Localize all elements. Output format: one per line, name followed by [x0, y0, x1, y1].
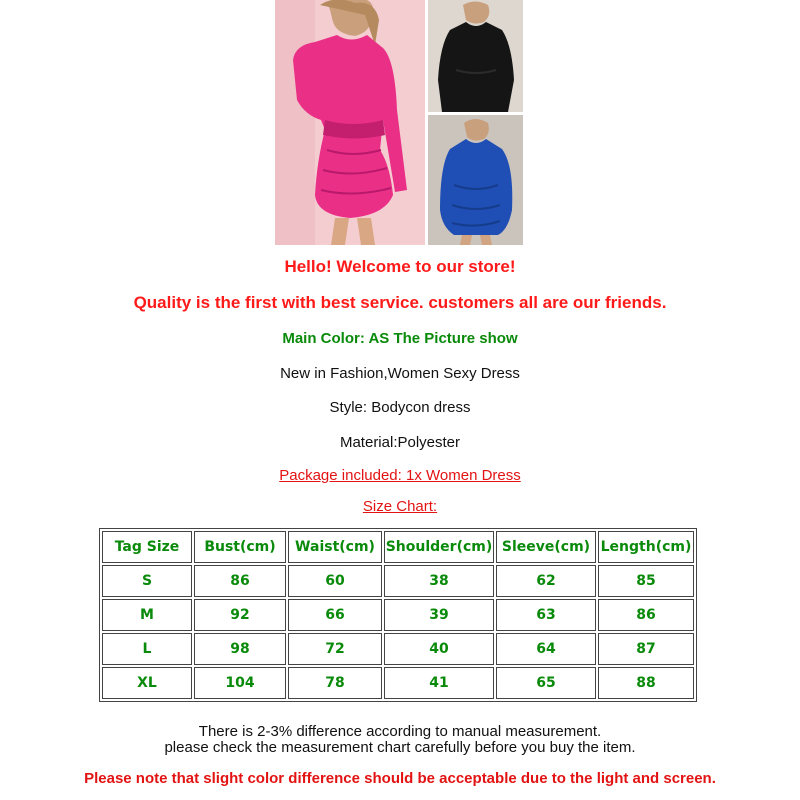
table-cell: 87: [598, 633, 694, 665]
quality-statement: Quality is the first with best service. customers all are our friends.: [133, 293, 667, 312]
table-cell: 88: [598, 667, 694, 699]
measurement-note: There is 2-3% difference according to manual measurement.: [198, 723, 602, 740]
table-cell: 86: [598, 599, 694, 631]
table-cell: 41: [384, 667, 494, 699]
table-cell: M: [102, 599, 192, 631]
table-cell: 39: [384, 599, 494, 631]
table-cell: 65: [496, 667, 596, 699]
table-cell: 92: [194, 599, 286, 631]
table-header-cell: Shoulder(cm): [384, 531, 494, 563]
table-row: [102, 667, 694, 699]
table-cell: 104: [194, 667, 286, 699]
table-cell: 62: [496, 565, 596, 597]
table-cell: 40: [384, 633, 494, 665]
model-blue-dress-photo: [428, 115, 523, 245]
size-chart-heading: Size Chart:: [362, 498, 438, 515]
color-difference-note: Please note that slight color difference should be acceptable due to the light and screen.: [84, 770, 716, 787]
table-cell: 85: [598, 565, 694, 597]
table-cell: S: [102, 565, 192, 597]
table-cell: 86: [194, 565, 286, 597]
product-photos: [275, 0, 523, 245]
table-header-cell: Bust(cm): [194, 531, 286, 563]
table-cell: 66: [288, 599, 382, 631]
style-text: Style: Bodycon dress: [329, 399, 471, 416]
size-chart-table: [99, 528, 697, 702]
table-header-row: [102, 531, 694, 563]
table-cell: 63: [496, 599, 596, 631]
table-row: [102, 633, 694, 665]
package-included-text: Package included: 1x Women Dress: [279, 467, 521, 484]
table-cell: XL: [102, 667, 192, 699]
material-text: Material:Polyester: [339, 434, 461, 451]
table-cell: 60: [288, 565, 382, 597]
table-cell: L: [102, 633, 192, 665]
table-cell: 38: [384, 565, 494, 597]
main-color-text: Main Color: AS The Picture show: [282, 330, 518, 347]
measurement-check-note: please check the measurement chart carefully before you buy the item.: [164, 739, 636, 756]
table-cell: 64: [496, 633, 596, 665]
fashion-text: New in Fashion,Women Sexy Dress: [280, 365, 520, 382]
table-cell: 72: [288, 633, 382, 665]
table-header-cell: Sleeve(cm): [496, 531, 596, 563]
model-black-dress-photo: [428, 0, 523, 112]
welcome-heading: Hello! Welcome to our store!: [284, 257, 516, 276]
table-cell: 78: [288, 667, 382, 699]
table-row: [102, 599, 694, 631]
table-cell: 98: [194, 633, 286, 665]
model-pink-dress-photo: [275, 0, 425, 245]
table-row: [102, 565, 694, 597]
table-header-cell: Tag Size: [102, 531, 192, 563]
table-header-cell: Waist(cm): [288, 531, 382, 563]
table-header-cell: Length(cm): [598, 531, 694, 563]
